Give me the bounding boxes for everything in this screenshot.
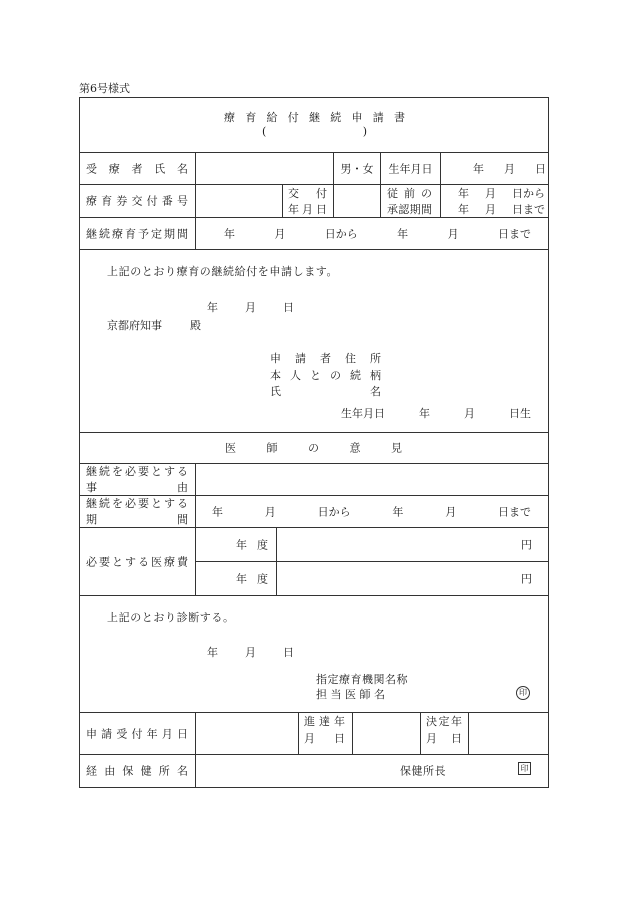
label-token: 月 (245, 646, 256, 659)
applicant-address-label (270, 352, 381, 365)
label-char: 期 (164, 227, 175, 240)
label-char: 医 (151, 555, 162, 568)
doctor-name-label (316, 688, 385, 701)
label-token: 年 (397, 227, 409, 240)
label-char: 従 (387, 187, 398, 200)
diagnosis-declaration-box (79, 595, 548, 712)
application-date (207, 301, 294, 314)
label-char: 日 (334, 732, 345, 745)
reason-label-line2 (86, 481, 188, 494)
label-char: 間 (420, 203, 432, 216)
label-char: 名 (176, 764, 188, 778)
applicant-name-label (270, 385, 381, 398)
label-char: 月 (426, 732, 437, 745)
receipt-date-label-cell (79, 712, 195, 754)
label-char: 年 (334, 715, 345, 728)
label-char: 承 (387, 203, 398, 216)
label-char: 続 (99, 227, 110, 240)
label-char: 療 (112, 227, 123, 240)
label-token: 月 (245, 301, 256, 314)
label-char: 給 (266, 111, 278, 124)
continuation-period-field (195, 495, 548, 527)
receipt-date-field (195, 712, 298, 754)
birth-date-label-cell (380, 152, 440, 184)
patient-name-field (195, 152, 333, 184)
yen-unit: 円 (521, 572, 532, 585)
label-char: 付 (287, 111, 299, 124)
patient-name-label-cell (79, 152, 195, 184)
label-char: す (125, 555, 136, 568)
medical-cost-amount-field (276, 561, 548, 595)
label-char: 期 (409, 203, 421, 216)
label-char: 進 (304, 715, 315, 728)
label-char: 受 (86, 162, 97, 175)
health-center-label-cell (79, 754, 195, 787)
title-cell (79, 97, 548, 152)
label-token: 月 (485, 187, 496, 200)
label-char: 医 (225, 441, 236, 455)
label-token: 日 (283, 301, 294, 314)
previous-period-from (458, 187, 545, 200)
label-char: 間 (177, 227, 188, 240)
label-char: 月 (304, 732, 315, 745)
label-char: 要 (138, 497, 149, 510)
label-char: 療 (164, 555, 175, 568)
label-char: 定 (151, 227, 162, 240)
label-char: 人 (290, 369, 301, 382)
label-token: 日 (535, 162, 546, 175)
label-char: 度 (257, 572, 268, 585)
fiscal-year-label-cell (195, 561, 276, 595)
applicant-birth-date (341, 407, 531, 420)
label-char: 経 (86, 764, 97, 778)
continuation-period-label-line1 (86, 497, 188, 510)
health-center-seal-mark: 印 (518, 762, 531, 775)
label-char: 認 (398, 203, 410, 216)
label-char: 所 (158, 764, 170, 778)
label-token: 年 (207, 301, 218, 314)
label-char: 定 (438, 715, 450, 728)
label-char: 年 (236, 572, 247, 585)
forward-date-field (352, 712, 420, 754)
label-char: 継 (86, 227, 97, 240)
label-char: す (164, 465, 175, 478)
form-title (224, 111, 405, 124)
decision-date-label-line1 (426, 715, 462, 728)
label-char: 育 (245, 111, 257, 124)
label-char: と (310, 369, 321, 382)
sex-options: 男・女 (340, 162, 374, 175)
label-token: 日生 (509, 407, 531, 420)
health-center-field (195, 754, 548, 787)
reason-label-cell (79, 463, 195, 495)
label-char: 保 (122, 764, 134, 778)
label-char: 育 (125, 227, 136, 240)
label-token: 月 (445, 505, 457, 518)
fiscal-year-label (236, 572, 268, 585)
label-char: 期 (86, 513, 97, 526)
label-char: 付 (146, 194, 158, 208)
label-char: 担 (316, 688, 327, 701)
label-token: 殿 (190, 319, 201, 332)
label-token: 京都府知事 (107, 319, 162, 332)
label-char: 月 (302, 203, 313, 216)
label-char: 券 (116, 194, 128, 208)
label-char: 度 (257, 538, 268, 551)
label-char: 所 (370, 352, 381, 365)
label-char: 請 (101, 727, 113, 740)
label-char: 請 (295, 352, 306, 365)
label-token: 年 (458, 203, 469, 216)
label-char: 付 (131, 727, 143, 740)
fiscal-year-label-cell (195, 527, 276, 561)
label-char: 費 (177, 555, 188, 568)
issue-date-label-line2 (288, 203, 327, 216)
label-char: 年 (451, 715, 462, 728)
issue-date-label-line1 (288, 187, 327, 200)
fiscal-year-label (236, 538, 268, 551)
relationship-label (270, 369, 381, 382)
label-char: 継 (86, 465, 97, 478)
label-char: 受 (116, 727, 128, 740)
label-char: 日 (316, 203, 327, 216)
label-token: 日から (512, 187, 545, 200)
birth-date-label: 生年月日 (388, 162, 433, 175)
label-token: 月 (504, 162, 515, 175)
medical-cost-amount-field (276, 527, 548, 561)
continuation-period-value (212, 505, 531, 518)
label-char: 前 (404, 187, 415, 200)
planned-period-label (86, 227, 188, 240)
label-char: 続 (99, 465, 110, 478)
label-token: 生年月日 (341, 407, 385, 420)
label-char: 必 (86, 555, 97, 568)
label-char: る (138, 555, 149, 568)
label-token: 月 (485, 203, 496, 216)
label-char: 柄 (370, 369, 381, 382)
certificate-number-label-cell (79, 184, 195, 217)
label-char: 年 (146, 727, 158, 740)
label-char: 意 (349, 441, 361, 455)
label-char: 続 (350, 369, 361, 382)
previous-period-label-line1 (387, 187, 432, 200)
forward-date-label-cell (298, 712, 352, 754)
label-char: 由 (104, 764, 116, 778)
label-token: 日まで (497, 227, 531, 240)
label-char: 申 (86, 727, 97, 740)
title-parenthesis (262, 125, 367, 138)
label-char: 要 (138, 465, 149, 478)
label-token: ) (362, 125, 367, 138)
label-token: 年 (458, 187, 469, 200)
doctor-seal-mark: 印 (516, 686, 530, 700)
label-char: 事 (86, 481, 97, 494)
label-char: 継 (309, 111, 320, 124)
label-char: 育 (101, 194, 113, 208)
sex-cell (333, 152, 380, 184)
label-token: 日 (283, 646, 294, 659)
label-char: 申 (351, 111, 363, 124)
label-char: 請 (372, 111, 384, 124)
label-char: と (151, 497, 162, 510)
label-char: の (421, 187, 432, 200)
planned-period-field (195, 217, 548, 249)
forward-date-label-line1 (304, 715, 345, 728)
label-token: 月 (274, 227, 286, 240)
label-char: 続 (99, 497, 110, 510)
label-char: 本 (270, 369, 281, 382)
certificate-number-field (195, 184, 282, 217)
receipt-date-label (86, 727, 188, 740)
previous-period-label-cell (380, 184, 440, 217)
health-center-label (86, 765, 188, 778)
forward-date-label-line2 (304, 732, 345, 745)
addressee (107, 319, 201, 332)
label-char: 継 (86, 497, 97, 510)
label-char: 氏 (154, 162, 166, 175)
label-char: 号 (176, 194, 188, 208)
certificate-number-label (86, 195, 188, 208)
label-char: 達 (319, 715, 330, 728)
label-char: 者 (131, 162, 143, 175)
diagnosis-statement: 上記のとおり診断する。 (107, 611, 235, 624)
label-char: 氏 (270, 385, 281, 398)
label-token: 日まで (512, 203, 545, 216)
label-char: 書 (394, 111, 405, 124)
label-token: 年 (392, 505, 404, 518)
label-char: の (330, 369, 341, 382)
label-char: 師 (359, 688, 371, 701)
decision-date-field (468, 712, 548, 754)
label-token: 年 (207, 646, 218, 659)
label-char: と (151, 465, 162, 478)
label-token: 日から (324, 227, 358, 240)
issue-date-field (333, 184, 380, 217)
planned-period-value (224, 227, 531, 240)
label-token: 日まで (497, 505, 531, 518)
decision-date-label-line2 (426, 732, 462, 745)
planned-period-label-cell (79, 217, 195, 249)
label-token: 年 (473, 162, 484, 175)
birth-date-field (440, 152, 548, 184)
reason-label-line1 (86, 465, 188, 478)
label-char: 続 (330, 111, 342, 124)
label-char: 番 (161, 194, 173, 208)
label-char: 年 (236, 538, 247, 551)
label-char: る (177, 465, 188, 478)
reason-field (195, 463, 548, 495)
label-token: 年 (212, 505, 223, 518)
label-token: 月 (447, 227, 459, 240)
label-char: 療 (108, 162, 120, 175)
health-center-chief-label: 保健所長 (400, 764, 446, 778)
label-char: 日 (451, 732, 462, 745)
label-char: 日 (176, 727, 188, 740)
label-char: 必 (125, 497, 136, 510)
continuation-period-label-cell (79, 495, 195, 527)
label-token: 月 (464, 407, 475, 420)
label-token: 年 (419, 407, 430, 420)
label-char: す (164, 497, 175, 510)
institution-name-label: 指定療育機関名称 (316, 673, 408, 686)
label-char: 療 (86, 194, 97, 208)
label-char: 健 (140, 764, 152, 778)
yen-unit: 円 (521, 538, 532, 551)
label-char: る (177, 497, 188, 510)
label-char: 予 (138, 227, 149, 240)
application-statement: 上記のとおり療育の継続給付を申請します。 (107, 265, 339, 278)
label-token: ( (262, 125, 267, 138)
diagnosis-date (207, 646, 294, 659)
label-char: 名 (374, 688, 385, 701)
label-char: 当 (330, 688, 342, 701)
label-char: 交 (131, 194, 143, 208)
previous-period-label-line2 (387, 203, 432, 216)
label-token: 月 (264, 505, 276, 518)
birth-date-value (473, 162, 546, 175)
label-token: 年 (224, 227, 235, 240)
medical-cost-label (86, 555, 188, 568)
previous-period-to (458, 203, 545, 216)
label-char: 医 (345, 688, 356, 701)
label-char: 住 (345, 352, 356, 365)
physician-opinion-header (225, 442, 402, 455)
label-char: 交 (288, 187, 299, 200)
label-char: 決 (426, 715, 437, 728)
label-char: 年 (288, 203, 299, 216)
label-char: 名 (177, 162, 188, 175)
continuation-period-label-line2 (86, 513, 188, 526)
label-char: を (112, 465, 123, 478)
label-char: 間 (177, 513, 188, 526)
label-char: の (308, 441, 319, 455)
issue-date-label-cell (282, 184, 333, 217)
label-char: 申 (270, 352, 281, 365)
medical-cost-label-cell (79, 527, 195, 595)
label-char: 必 (125, 465, 136, 478)
renewal-application-form (79, 97, 549, 788)
form-number: 第6号様式 (79, 82, 130, 95)
label-char: 由 (177, 481, 188, 494)
label-char: 見 (391, 441, 402, 455)
label-char: 要 (99, 555, 110, 568)
decision-date-label-cell (420, 712, 468, 754)
physician-opinion-header-cell (79, 432, 548, 463)
label-char: 付 (316, 187, 327, 200)
label-char: 療 (224, 111, 235, 124)
label-char: 月 (161, 727, 173, 740)
label-char: と (112, 555, 123, 568)
label-char: 者 (320, 352, 331, 365)
application-declaration-box (79, 249, 548, 432)
label-char: 名 (370, 385, 381, 398)
label-token: 日から (317, 505, 351, 518)
label-char: を (112, 497, 123, 510)
label-char: 師 (266, 441, 278, 455)
previous-period-field (440, 184, 548, 217)
patient-name-label (86, 162, 188, 175)
